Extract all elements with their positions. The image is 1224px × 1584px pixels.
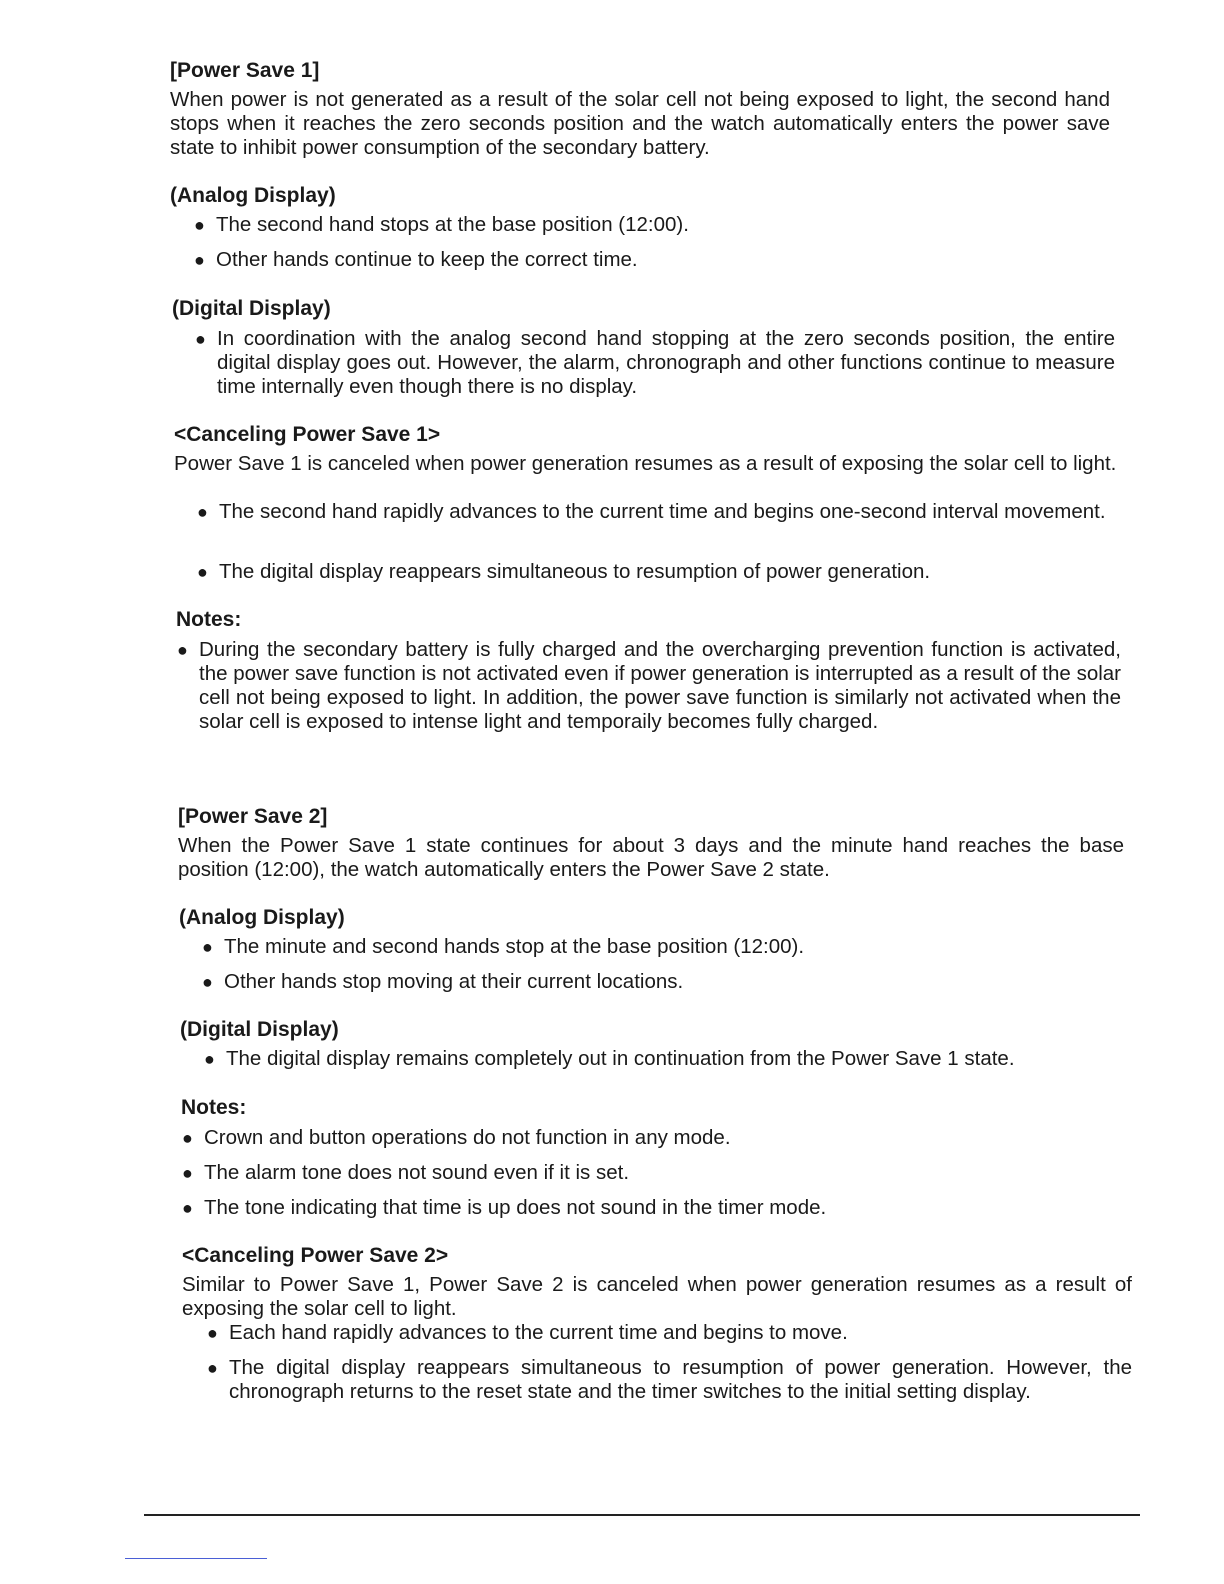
ps1-cancel-item-1: ● The second hand rapidly advances to the current time and begins one-second interval movement. <box>197 500 1106 523</box>
ps2-digital-item-1: ● The digital display remains completely out in continuation from the Power Save 1 state. <box>204 1047 1015 1070</box>
bullet-icon: ● <box>197 502 208 522</box>
bullet-icon: ● <box>194 250 205 270</box>
ps2-notes-title: Notes: <box>181 1096 247 1119</box>
ps1-cancel-item-2: ● The digital display reappears simultaneous to resumption of power generation. <box>197 560 931 583</box>
bullet-icon: ● <box>202 937 213 957</box>
bullet-icon: ● <box>197 562 208 582</box>
bullet-icon: ● <box>195 329 206 349</box>
ps1-notes-item-1: ● During the secondary battery is fully charged and the overcharging prevention function is activated, the power save function is not activated even if power generation is interrupted as a result of the solar cell not being exposed to light. In addition, the power save function is similarly not activated when the solar cell is exposed to intense light and temporaily becomes fully charged. <box>177 638 1121 733</box>
bullet-icon: ● <box>202 972 213 992</box>
ps1-title: [Power Save 1] <box>170 59 320 82</box>
ps2-analog-item-2: ● Other hands stop moving at their current locations. <box>202 970 684 993</box>
ps2-notes-item-1: ● Crown and button operations do not function in any mode. <box>182 1126 731 1149</box>
ps1-notes-title: Notes: <box>176 608 242 631</box>
ps1-digital-title: (Digital Display) <box>172 297 331 320</box>
bullet-icon: ● <box>182 1128 193 1148</box>
ps2-digital-title: (Digital Display) <box>180 1018 339 1041</box>
ps2-analog-item-1: ● The minute and second hands stop at the base position (12:00). <box>202 935 805 958</box>
ps1-analog-title: (Analog Display) <box>170 184 336 207</box>
ps1-cancel-title: <Canceling Power Save 1> <box>174 423 441 446</box>
bullet-icon: ● <box>177 640 188 660</box>
ps2-cancel-item-1: ● Each hand rapidly advances to the current time and begins to move. <box>207 1321 848 1344</box>
ps1-analog-item-1: ● The second hand stops at the base position (12:00). <box>194 213 689 236</box>
bullet-icon: ● <box>194 215 205 235</box>
ps2-cancel-item-2: ● The digital display reappears simultaneous to resumption of power generation. However, the chronograph returns to the reset state and the timer switches to the initial setting display. <box>207 1356 1132 1403</box>
ps1-intro: When power is not generated as a result of the solar cell not being exposed to light, the second hand stops when it reaches the zero seconds position and the watch automatically enters the power save state to inhibit power consumption of the secondary battery. <box>170 88 1110 159</box>
ps2-cancel-title: <Canceling Power Save 2> <box>182 1244 449 1267</box>
bullet-icon: ● <box>207 1323 218 1343</box>
bullet-icon: ● <box>204 1049 215 1069</box>
footer-rule <box>144 1514 1140 1516</box>
bullet-icon: ● <box>207 1358 218 1378</box>
ps1-cancel-intro: Power Save 1 is canceled when power generation resumes as a result of exposing the solar cell to light. <box>174 452 1117 475</box>
ps2-analog-title: (Analog Display) <box>179 906 345 929</box>
ps1-analog-item-2: ● Other hands continue to keep the correct time. <box>194 248 638 271</box>
ps2-notes-item-3: ● The tone indicating that time is up does not sound in the timer mode. <box>182 1196 827 1219</box>
ps2-cancel-intro: Similar to Power Save 1, Power Save 2 is canceled when power generation resumes as a result of exposing the solar cell to light. <box>182 1273 1132 1320</box>
ps1-digital-item-1: ● In coordination with the analog second hand stopping at the zero seconds position, the entire digital display goes out. However, the alarm, chronograph and other functions continue to measure time internally even though there is no display. <box>195 327 1115 398</box>
scan-edge-line <box>125 1558 267 1559</box>
bullet-icon: ● <box>182 1198 193 1218</box>
ps2-intro: When the Power Save 1 state continues for about 3 days and the minute hand reaches the base position (12:00), the watch automatically enters the Power Save 2 state. <box>178 834 1124 881</box>
ps2-title: [Power Save 2] <box>178 805 328 828</box>
ps2-notes-item-2: ● The alarm tone does not sound even if it is set. <box>182 1161 630 1184</box>
bullet-icon: ● <box>182 1163 193 1183</box>
